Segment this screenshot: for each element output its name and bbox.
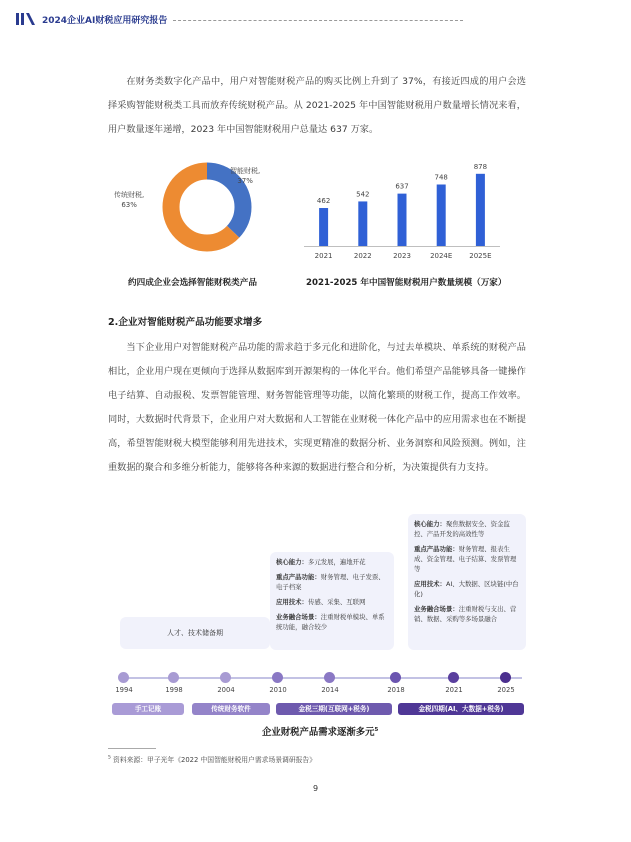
timeline-dot xyxy=(118,672,129,683)
body-paragraph: 当下企业用户对智能财税产品功能的需求趋于多元化和进阶化，与过去单模块、单系统的财税产品相比，企业用户现在更倾向于选择从数据库到开源架构的一体化平台。他们希望产品能够具备一键操作电子结算、自动报税、发票智能管理、财务智能管理等功能，以简化繁琐的财税工作，提高工作效率。同时，大数据时代背景下，企业用户对大数据和人工智能在业财税一体化产品中的应用需求也在不断提高，希望智能财税大模型能够利用先进技术，实现更精准的数据分析、业务洞察和风险预测。例如，注重数据的聚合和多维分析能力，能够将各种来源的数据进行整合和分析，为决策提供有力支持。 xyxy=(108,342,526,473)
timeline-year: 1994 xyxy=(115,686,133,694)
box-item-key: 重点产品功能： xyxy=(414,545,459,553)
timeline-axis xyxy=(122,677,522,679)
footnote xyxy=(108,754,316,764)
intro-paragraph: 在财务类数字化产品中，用户对智能财税产品的购买比例上升到了 37%，有接近四成的用户会选择采购智能财税类工具而放弃传统财税产品。从 2021-2025 年中国智能财税用户数量增长情况来看，用户数量逐年递增，2023 年中国智能财税用户总量达 637 万家。 xyxy=(108,76,526,135)
phase-label: 金税三期(互联网+税务) xyxy=(276,703,392,715)
donut-label-traditional-pct: 63% xyxy=(121,201,137,209)
bar-2025E xyxy=(476,174,485,246)
timeline-year: 2018 xyxy=(387,686,405,694)
box-item-value: 财务管理、报表生成、资金管理、电子结算、发票管理等 xyxy=(414,545,517,573)
box-item xyxy=(276,557,388,567)
timeline-dot xyxy=(500,672,511,683)
bar-value-label: 462 xyxy=(316,197,331,206)
stage-box-integrated xyxy=(408,514,526,650)
diagram-title-text: 企业财税产品需求逐渐多元 xyxy=(262,727,375,738)
page-number: 9 xyxy=(312,784,319,793)
box-item xyxy=(276,572,388,592)
phase-label: 手工记账 xyxy=(112,703,184,715)
donut-label-smart xyxy=(230,166,260,186)
x-tick-label: 2023 xyxy=(393,252,411,260)
x-tick-label: 2021 xyxy=(314,252,333,260)
stage-box-talent-text: 人才、技术储备期 xyxy=(167,629,223,637)
footnote-text: 资料来源：甲子光年《2022 中国智能财税用户需求场景调研报告》 xyxy=(113,756,317,764)
section-title: 2.企业对智能财税产品功能要求增多 xyxy=(108,317,263,328)
box-item-key: 应用技术： xyxy=(414,580,446,588)
timeline-dot xyxy=(324,672,335,683)
timeline-dot xyxy=(272,672,283,683)
bar-svg xyxy=(304,150,500,265)
donut-label-traditional xyxy=(114,190,144,210)
stage-box-diversified xyxy=(270,552,394,650)
x-tick-label: 2025E xyxy=(469,252,492,260)
timeline-dot xyxy=(448,672,459,683)
box-item-value: AI、大数据、区块链(中台化) xyxy=(414,580,519,598)
box-item-value: 多元发展，遍地开花 xyxy=(307,558,366,566)
timeline-year: 2014 xyxy=(321,686,339,694)
box-item-value: 注重财税单模块、单系统功能，融合较少 xyxy=(276,613,385,631)
footnote-marker: 5 xyxy=(108,755,111,761)
box-item xyxy=(276,612,388,632)
donut-svg xyxy=(112,152,302,272)
bar-2024E xyxy=(437,184,446,246)
bar-2021 xyxy=(319,208,328,246)
box-item xyxy=(414,579,520,599)
timeline-year: 1998 xyxy=(165,686,183,694)
stage-box-talent xyxy=(120,617,270,649)
box-item xyxy=(414,604,520,624)
timeline-dot xyxy=(168,672,179,683)
phase-label: 传统财务软件 xyxy=(192,703,270,715)
box-item-value: 传感、采集、互联网 xyxy=(307,598,366,606)
box-item-key: 业务融合场景： xyxy=(276,613,321,621)
bar-value-label: 637 xyxy=(395,182,409,191)
bar-2022 xyxy=(358,201,367,246)
bar-chart xyxy=(304,150,500,265)
box-item-key: 业务融合场景： xyxy=(414,605,459,613)
box-item-value: 聚焦数据安全、资金监控、产品开发的高效性等 xyxy=(414,520,510,538)
box-item-key: 应用技术： xyxy=(276,598,308,606)
box-item-key: 核心能力： xyxy=(276,558,308,566)
report-logo-icon xyxy=(16,12,36,26)
footnote-divider xyxy=(108,748,156,749)
evolution-diagram xyxy=(108,514,528,714)
diagram-title xyxy=(262,724,378,738)
bar-value-label: 542 xyxy=(356,190,370,199)
box-item-key: 核心能力： xyxy=(414,520,446,528)
timeline-year: 2021 xyxy=(445,686,463,694)
box-item-value: 财务管理、电子发票、电子档案 xyxy=(276,573,385,591)
box-item xyxy=(276,597,388,607)
bar-value-label: 748 xyxy=(434,173,448,182)
donut-label-traditional-name: 传统财税, xyxy=(114,191,145,199)
box-item xyxy=(414,519,520,539)
header-divider xyxy=(173,20,463,21)
timeline-year: 2025 xyxy=(497,686,515,694)
timeline-year: 2004 xyxy=(217,686,235,694)
x-tick-label: 2024E xyxy=(430,252,453,260)
donut-label-smart-name: 智能财税, xyxy=(230,167,261,175)
donut-caption: 约四成企业会选择智能财税类产品 xyxy=(128,278,257,288)
x-tick-label: 2022 xyxy=(353,252,372,260)
bar-value-label: 878 xyxy=(473,162,488,171)
donut-chart xyxy=(112,152,302,272)
bar-2023 xyxy=(398,194,407,246)
box-item-value: 注重财税与支出、营销、数据、采购等多场景融合 xyxy=(414,605,517,623)
timeline-dot xyxy=(220,672,231,683)
timeline-year: 2010 xyxy=(269,686,287,694)
bar-chart-caption: 2021-2025 年中国智能财税用户数量规模（万家） xyxy=(306,278,507,288)
timeline-dot xyxy=(390,672,401,683)
header-title: 2024企业AI财税应用研究报告 xyxy=(42,15,168,26)
phase-label: 金税四期(AI、大数据+税务) xyxy=(398,703,524,715)
box-item-key: 重点产品功能： xyxy=(276,573,321,581)
box-item xyxy=(414,544,520,574)
page-header xyxy=(16,10,616,28)
donut-label-smart-pct: 37% xyxy=(237,177,253,185)
diagram-title-footnote-ref: 5 xyxy=(374,726,379,733)
